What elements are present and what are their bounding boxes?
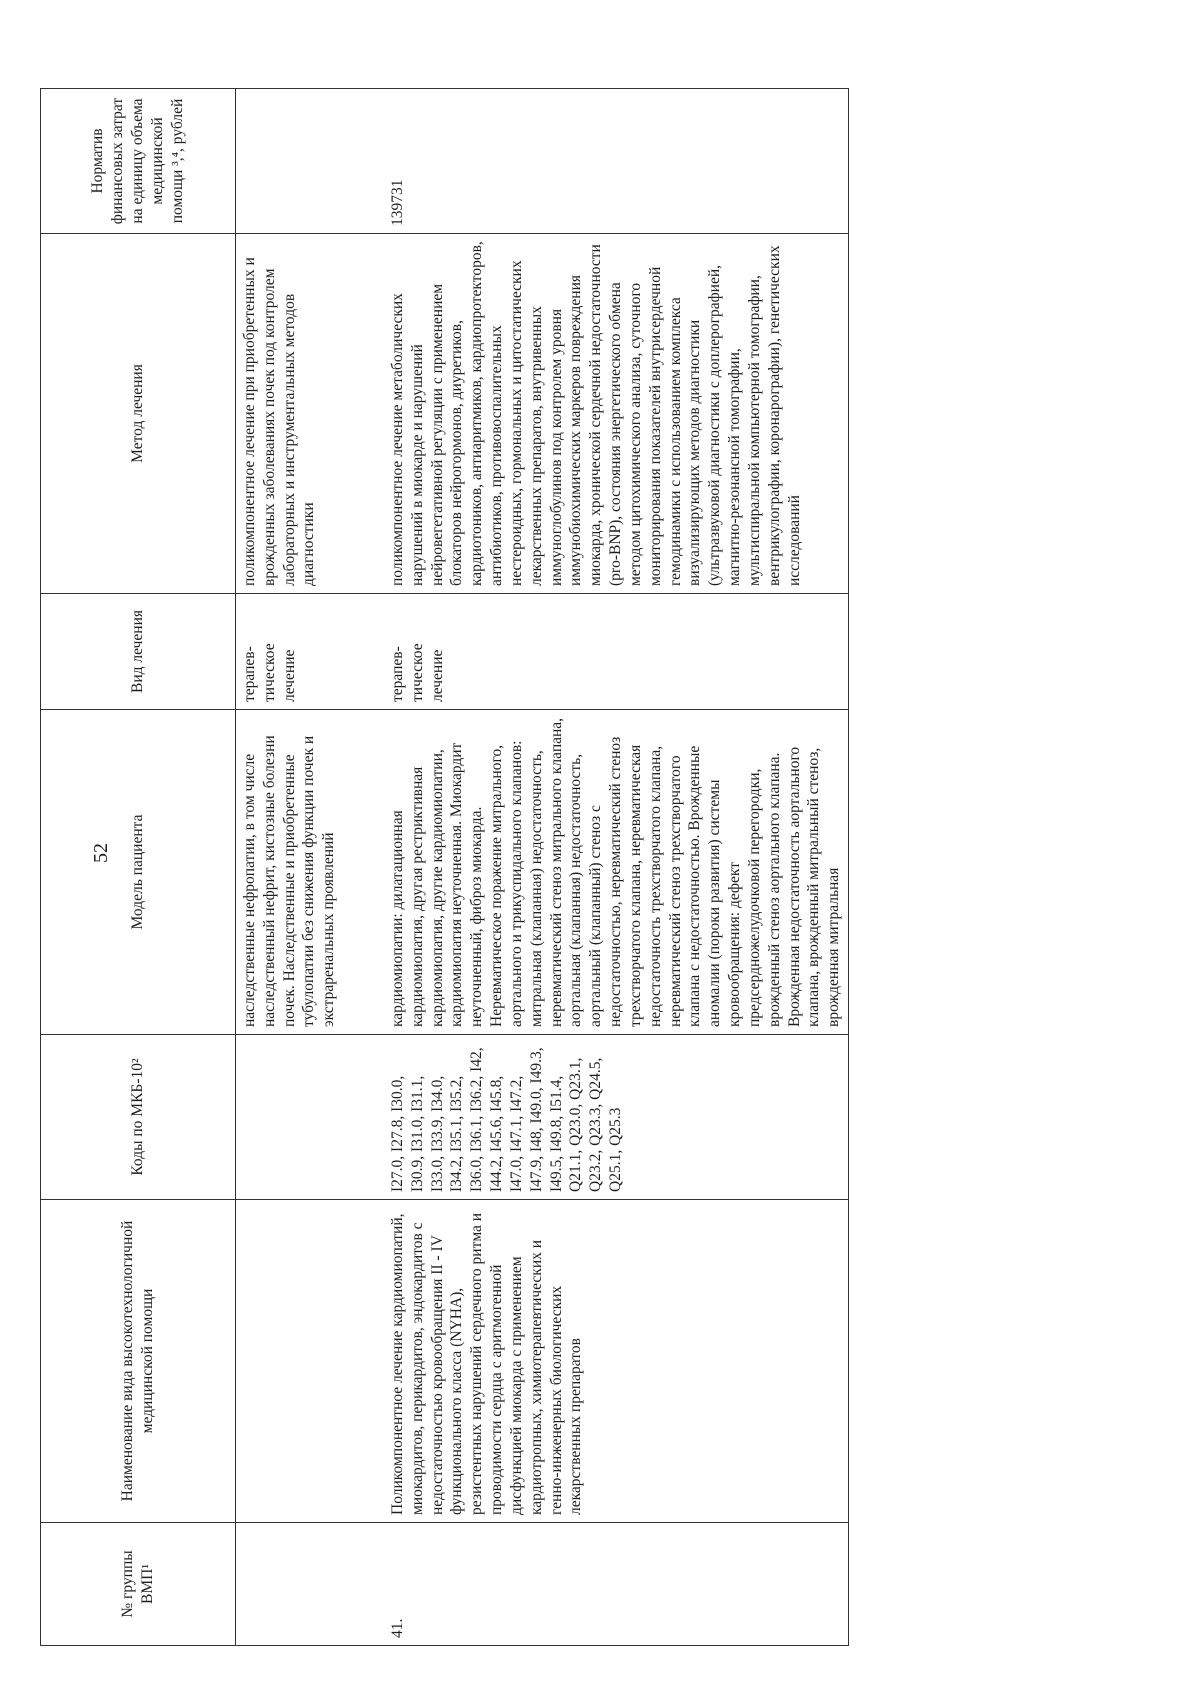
header-vmp-name: Наименование вида высокотехнологичной медицинской помощи [41,1200,236,1523]
header-patient-model: Модель пациента [41,710,236,1035]
header-group-no: № группы ВМП¹ [41,1523,236,1646]
cell-treatment-method: поликомпонентное лечение при приобретенных и врожденных заболеваниях почек под контролем лабораторных и инструментальных методов диагностики [236,234,385,594]
cell-icd-codes: I27.0, I27.8, I30.0, I30.9, I31.0, I31.1, I33.0, I33.9, I34.0, I34.2, I35.1, I35.2, I36.0, I36.1, I36.2, I42, I44.2, I45.6, I45.8, I47.0, I47.1, I47.2, I47.9, I48, I49.0, I49.3, I49.5, I49.8, I51.4, Q21.1, Q23.0, Q23.1, Q23.2, Q23.3, Q24.5, Q25.1, Q25.3 [384,1035,849,1200]
cell-group-no: 41. [384,1523,849,1646]
cell-patient-model: наследственные нефропатии, в том числе наследственный нефрит, кистозные болезни почек. Наследственные и приобретенные тубулопатии без снижения функции почек и экстраренальных проявлений [236,710,385,1035]
cell-vmp-name [236,1200,385,1523]
cell-group-no [236,1523,385,1646]
header-treatment-type: Вид лечения [41,594,236,710]
table-row [384,89,849,1646]
cell-icd-codes [236,1035,385,1200]
table-header-row [41,89,236,1646]
cell-treatment-method: поликомпонентное лечение метаболических нарушений в миокарде и нарушений нейровегетативной регуляции с применением блокаторов нейрогормонов, диуретиков, кардиотоников, антиаритмиков, кардиопротекторов, антибиотиков, противовоспалительных нестероидных, гормональных и цитостатических лекарственных препаратов, внутривенных иммуноглобулинов под контролем уровня иммунобиохимических маркеров повреждения миокарда, хронической сердечной недостаточности (pro-BNP), состояния энергетического обмена методом цитохимического анализа, суточного мониторирования показателей внутрисердечной гемодинамики с использованием комплекса визуализирующих методов диагностики (ультразвуковой диагностики с доплерографией, магнитно-резонансной томографии, мультиспиральной компьютерной томографии, вентрикулографии, коронарографии), генетических исследований [384,234,849,594]
header-cost-standard: Норматив финансовых затрат на единицу объема медицинской помощи ³,⁴, рублей [41,89,236,234]
table-row [236,89,385,1646]
vmp-table [40,88,849,1646]
cell-treatment-type: терапев-тическое лечение [236,594,385,710]
cell-vmp-name: Поликомпонентное лечение кардиомиопатий, миокардитов, перикардитов, эндокардитов с недостаточностью кровообращения II - IV функционального класса (NYHA), резистентных нарушений сердечного ритма и проводимости сердца с аритмогенной дисфункцией миокарда с применением кардиотропных, химиотерапевтических и генно-инженерных биологических лекарственных препаратов [384,1200,849,1523]
cell-treatment-type: терапев-тическое лечение [384,594,849,710]
header-treatment-method: Метод лечения [41,234,236,594]
cell-cost-standard: 139731 [384,89,849,234]
cell-cost-standard [236,89,385,234]
cell-patient-model: кардиомиопатии: дилатационная кардиомиопатия, другая рестриктивная кардиомиопатия, другие кардиомиопатии, кардиомиопатия неуточненная. Миокардит неуточненный, фиброз миокарда. Неревматическое поражение митрального, аортального и трикуспидального клапанов: митральная (клапанная) недостаточность, неревматический стеноз митрального клапана, аортальная (клапанная) недостаточность, аортальный (клапанный) стеноз с недостаточностью, неревматический стеноз трехстворчатого клапана, неревматическая недостаточность трехстворчатого клапана, неревматический стеноз трехстворчатого клапана с недостаточностью. Врожденные аномалии (пороки развития) системы кровообращения: дефект предсердножелудочковой перегородки, врожденный стеноз аортального клапана. Врожденная недостаточность аортального клапана, врожденный митральный стеноз, врожденная митральная [384,710,849,1035]
header-icd-codes: Коды по МКБ-10² [41,1035,236,1200]
page-number: 52 [90,843,112,863]
